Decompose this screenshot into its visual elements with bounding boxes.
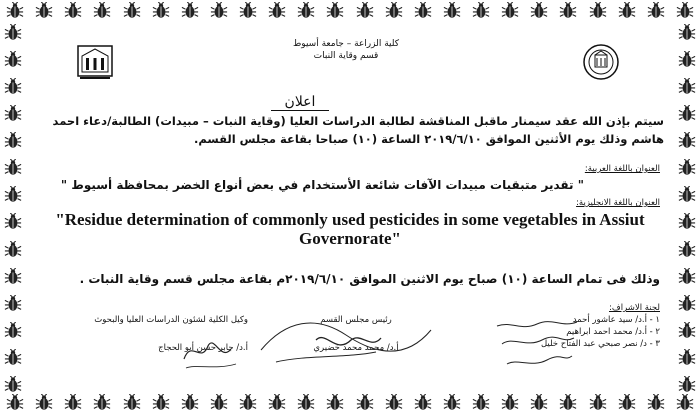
beetle-icon (678, 132, 696, 150)
beetle-icon (618, 2, 636, 20)
beetle-icon (678, 159, 696, 177)
beetle-icon (676, 394, 694, 412)
bug-border-top (0, 2, 700, 24)
vice-dean-role: وكيل الكلية لشئون الدراسات العليا والبحوث (94, 315, 248, 325)
beetle-icon (4, 295, 22, 313)
arabic-title-label: العنوان باللغة العربية: (584, 164, 660, 174)
bug-border-right (676, 24, 698, 394)
beetle-icon (4, 51, 22, 69)
committee-member: ٣ - د/ نصر صبحي عبد الفتاح خليل (540, 339, 660, 349)
beetle-icon (414, 394, 432, 412)
committee-label: لجنة الاشراف: (609, 303, 660, 313)
university-seal-icon (580, 42, 622, 82)
beetle-icon (268, 2, 286, 20)
beetle-icon (64, 2, 82, 20)
beetle-icon (210, 2, 228, 20)
beetle-icon (4, 376, 22, 394)
beetle-icon (93, 394, 111, 412)
head-role: رئيس مجلس القسم (320, 315, 392, 325)
beetle-icon (4, 132, 22, 150)
beetle-icon (64, 394, 82, 412)
committee-member: ٢ - أ.د/ محمد احمد ابراهيم (566, 327, 660, 337)
beetle-icon (123, 394, 141, 412)
beetle-icon (678, 105, 696, 123)
beetle-icon (4, 24, 22, 42)
beetle-icon (93, 2, 111, 20)
beetle-icon (472, 2, 490, 20)
beetle-icon (268, 394, 286, 412)
beetle-icon (589, 394, 607, 412)
beetle-icon (4, 105, 22, 123)
department-name: قسم وقاية النبات (313, 51, 379, 61)
seminar-schedule: وذلك فى تمام الساعة (١٠) صباح يوم الاثنين الموافق ٢٠١٩/٦/١٠م بقاعة مجلس قسم وقاية النبات . (79, 272, 660, 286)
beetle-icon (443, 2, 461, 20)
bug-border-bottom (0, 394, 700, 416)
beetle-icon (35, 394, 53, 412)
beetle-icon (152, 394, 170, 412)
beetle-icon (589, 2, 607, 20)
beetle-icon (181, 2, 199, 20)
beetle-icon (297, 2, 315, 20)
beetle-icon (678, 322, 696, 340)
handwritten-signatures-committee (492, 316, 582, 376)
beetle-icon (4, 322, 22, 340)
beetle-icon (647, 394, 665, 412)
beetle-icon (4, 349, 22, 367)
handwritten-signature-head (256, 310, 436, 370)
beetle-icon (530, 394, 548, 412)
handwritten-signature-vice-dean (176, 324, 246, 374)
english-title-label: العنوان باللغة الانجليزية: (576, 198, 660, 208)
beetle-icon (559, 2, 577, 20)
faculty-name: كلية الزراعة – جامعة أسيوط (292, 39, 400, 49)
beetle-icon (356, 394, 374, 412)
beetle-icon (181, 394, 199, 412)
beetle-icon (501, 394, 519, 412)
beetle-icon (678, 241, 696, 259)
beetle-icon (647, 2, 665, 20)
arabic-thesis-title: " تقدير متبقيات مبيدات الآفات شائعة الأستخدام في بعض أنواع الخضر بمحافظة أسيوط " (60, 178, 584, 192)
announcement-document (26, 24, 674, 392)
english-title-line: "Residue determination of commonly used pesticides in some vegetables in Assiut (55, 210, 645, 229)
english-title-line: Governorate" (299, 229, 401, 248)
beetle-icon (501, 2, 519, 20)
head-name: أ.د/ محمد محمد خضيري (313, 343, 399, 353)
beetle-icon (678, 376, 696, 394)
page-title: اعلان (271, 94, 329, 111)
beetle-icon (618, 394, 636, 412)
seminar-intro: سيتم بإذن الله عقد سيمنار ماقبل المناقشة لطالبة الدراسات العليا (وقاية النبات – مبيدات) الطالبة/دعاء احمد هاشم وذلك يوم الأثنين الموافق ٢٠١٩/٦/١٠ الساعة (١٠) صباحا بقاعة مجلس القسم. (52, 114, 664, 146)
beetle-icon (4, 241, 22, 259)
english-thesis-title (26, 210, 674, 248)
beetle-icon (326, 2, 344, 20)
beetle-icon (4, 268, 22, 286)
faculty-logo-icon (74, 42, 116, 82)
beetle-icon (297, 394, 315, 412)
beetle-icon (678, 213, 696, 231)
beetle-icon (678, 78, 696, 96)
header-institution (266, 38, 426, 62)
beetle-icon (530, 2, 548, 20)
beetle-icon (6, 2, 24, 20)
beetle-icon (239, 2, 257, 20)
beetle-icon (472, 394, 490, 412)
beetle-icon (4, 186, 22, 204)
beetle-icon (678, 268, 696, 286)
beetle-icon (678, 51, 696, 69)
beetle-icon (385, 2, 403, 20)
beetle-icon (123, 2, 141, 20)
bug-border-left (2, 24, 24, 394)
beetle-icon (4, 78, 22, 96)
beetle-icon (152, 2, 170, 20)
beetle-icon (4, 213, 22, 231)
beetle-icon (210, 394, 228, 412)
beetle-icon (6, 394, 24, 412)
beetle-icon (4, 159, 22, 177)
beetle-icon (678, 186, 696, 204)
beetle-icon (35, 2, 53, 20)
vice-dean-name: أ.د/ جابر حسن أبو الحجاج (158, 343, 248, 353)
beetle-icon (676, 2, 694, 20)
beetle-icon (559, 394, 577, 412)
beetle-icon (678, 349, 696, 367)
beetle-icon (443, 394, 461, 412)
beetle-icon (678, 295, 696, 313)
beetle-icon (356, 2, 374, 20)
beetle-icon (326, 394, 344, 412)
beetle-icon (385, 394, 403, 412)
beetle-icon (239, 394, 257, 412)
beetle-icon (678, 24, 696, 42)
committee-member: ١ - أ.د/ سيد عاشور أحمد (572, 315, 660, 325)
beetle-icon (414, 2, 432, 20)
